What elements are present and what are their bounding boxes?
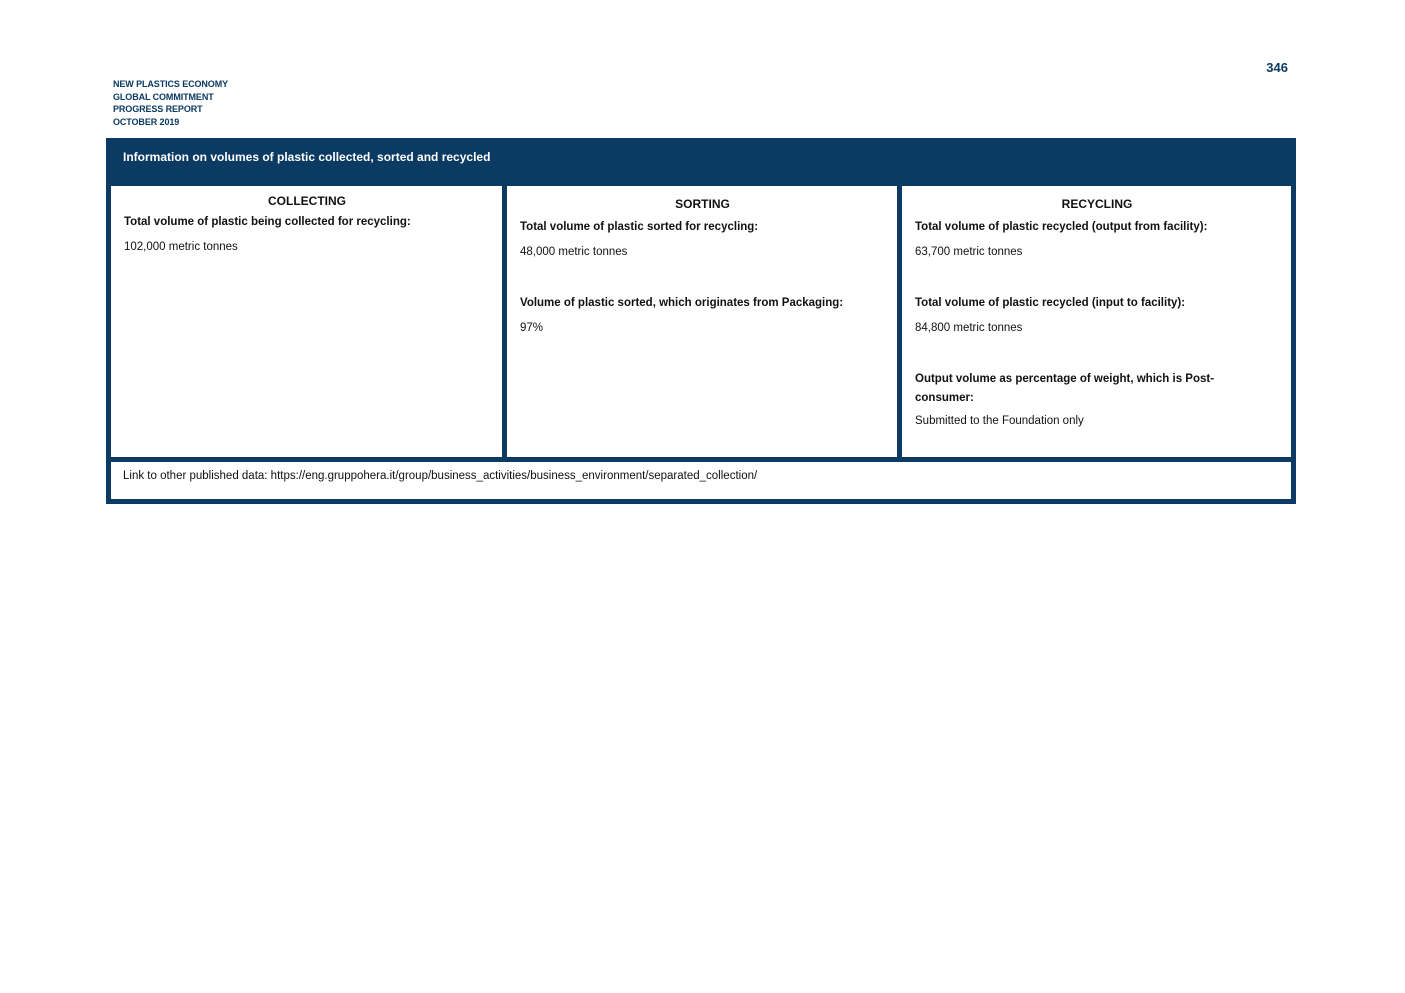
metric-value: Submitted to the Foundation only: [915, 415, 1084, 427]
metric-label: Output volume as percentage of weight, which is Post-consumer:: [915, 373, 1215, 404]
plastic-volumes-table: [106, 138, 1296, 504]
report-header: [113, 78, 228, 128]
collecting-heading: COLLECTING: [268, 194, 346, 208]
sorting-column: [507, 186, 897, 457]
spacer: [915, 336, 1279, 365]
metric-value: 84,800 metric tonnes: [915, 322, 1023, 334]
metric-value: 48,000 metric tonnes: [520, 246, 628, 258]
recycling-column: [902, 186, 1291, 457]
metric-value: 97%: [520, 322, 544, 334]
report-header-line: NEW PLASTICS ECONOMY: [113, 79, 229, 89]
recycling-heading: RECYCLING: [1061, 197, 1133, 211]
sorting-heading: SORTING: [675, 197, 730, 211]
page-number: 346: [1266, 60, 1288, 75]
metric-label: Volume of plastic sorted, which originates from Packaging:: [520, 297, 844, 309]
metric-value: 102,000 metric tonnes: [124, 241, 238, 253]
published-data-link[interactable]: Link to other published data: https://eng.gruppohera.it/group/business_activities/business_environment/separated_collection/: [111, 462, 1291, 499]
metric-label: Total volume of plastic recycled (input to facility):: [915, 297, 1186, 309]
report-header-line: OCTOBER 2019: [113, 116, 180, 127]
metric-value: 63,700 metric tonnes: [915, 246, 1023, 258]
metric-label: Total volume of plastic being collected for recycling:: [124, 216, 411, 228]
metric-label: Total volume of plastic recycled (output from facility):: [915, 221, 1208, 233]
report-header-line: GLOBAL COMMITMENT: [113, 91, 214, 102]
metric-label: Total volume of plastic sorted for recycling:: [520, 221, 759, 233]
spacer: [915, 260, 1279, 289]
report-header-line: PROGRESS REPORT: [113, 104, 203, 114]
collecting-column: [111, 186, 502, 457]
spacer: [520, 260, 885, 289]
table-title: Information on volumes of plastic collected, sorted and recycled: [123, 150, 491, 164]
